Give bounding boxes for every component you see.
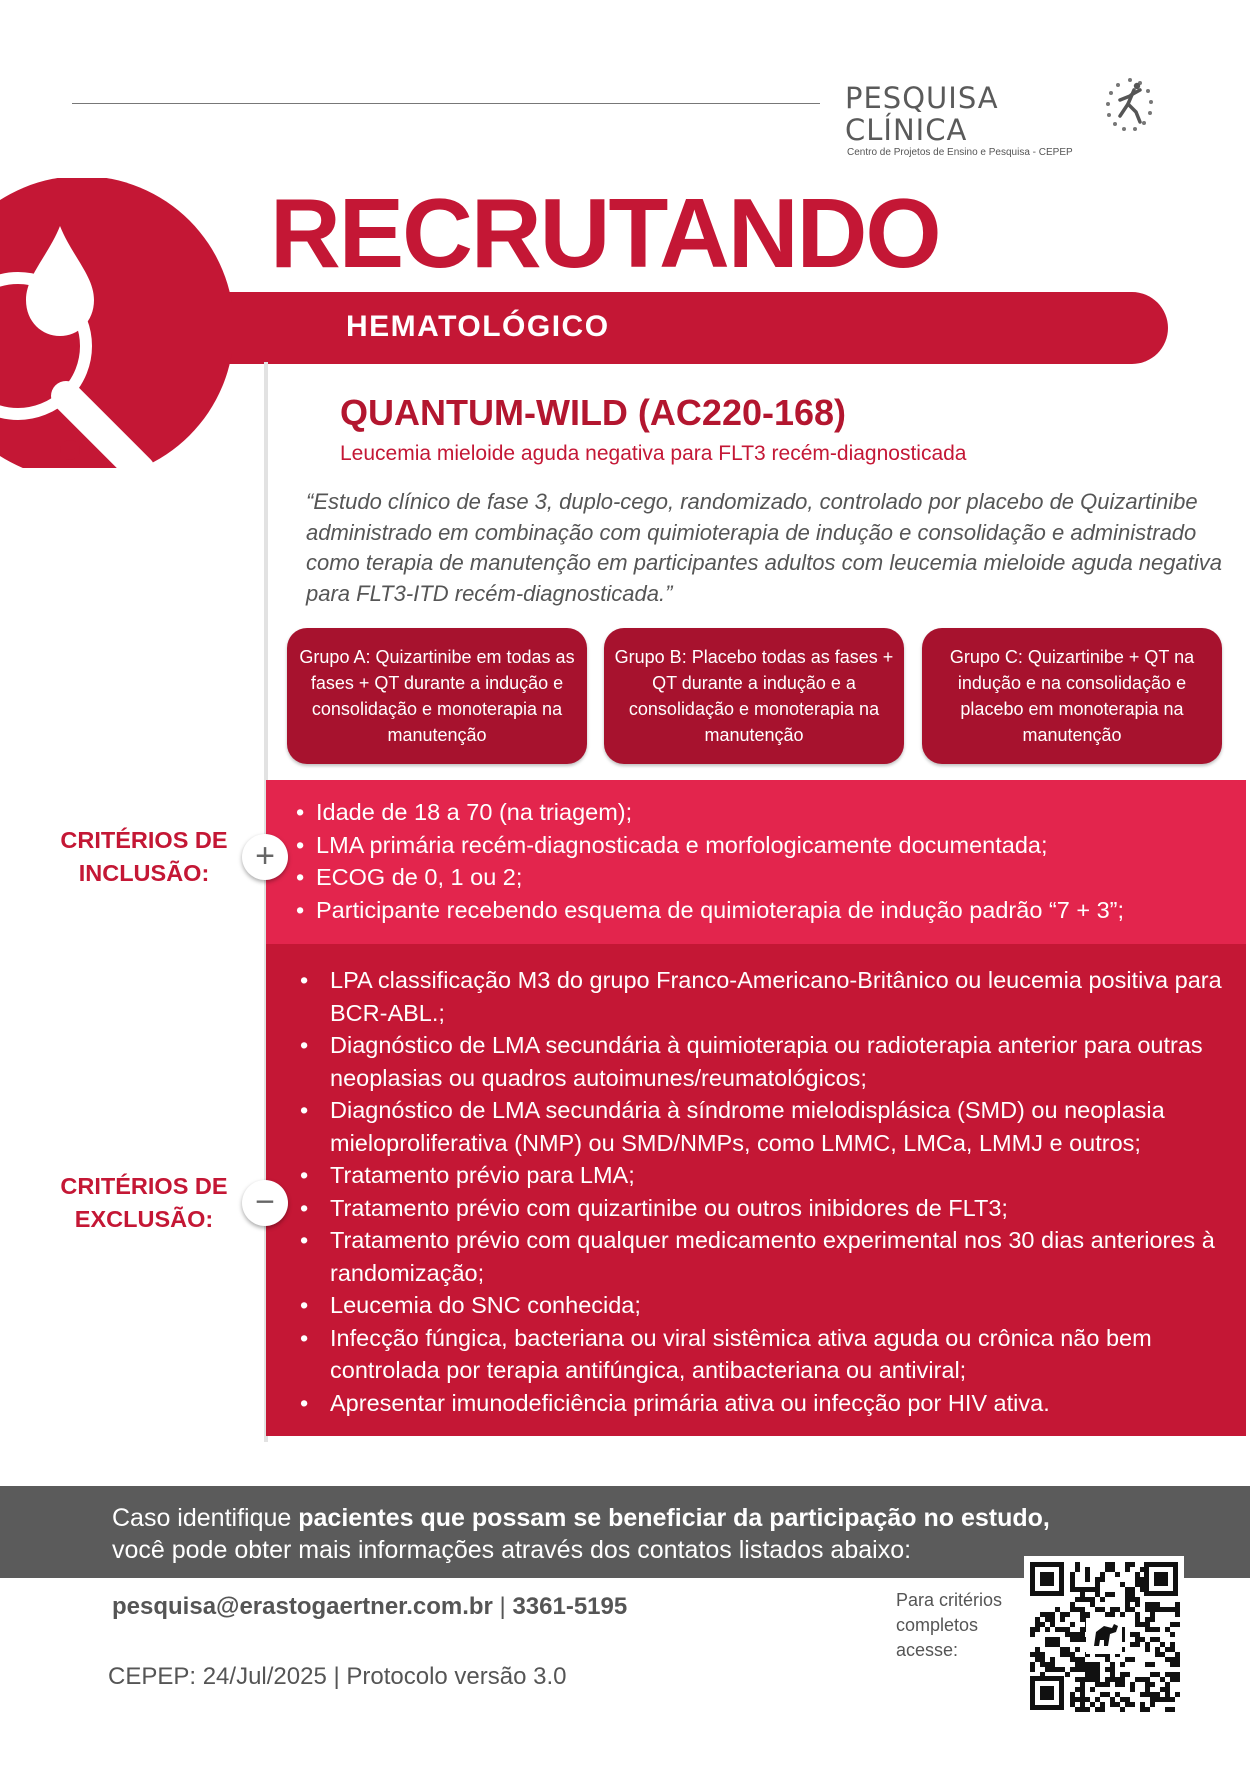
minus-icon: − — [242, 1180, 288, 1226]
category-label: HEMATOLÓGICO — [346, 310, 610, 343]
study-subtitle: Leucemia mieloide aguda negativa para FLT3 recém-diagnosticada — [340, 442, 967, 465]
list-item: • ECOG de 0, 1 ou 2; — [292, 861, 1242, 894]
list-item: • Leucemia do SNC conhecida; — [292, 1289, 1242, 1322]
runner-logo-icon — [1104, 76, 1156, 134]
qr-label: Para critérios completos acesse: — [896, 1590, 1003, 1660]
list-item: • Diagnóstico de LMA secundária à quimioterapia ou radioterapia anterior para outras neoplasias ou quadros autoimunes/reumatológicos; — [292, 1029, 1242, 1094]
cta-text: Caso identifique — [112, 1504, 299, 1532]
brand — [845, 82, 1105, 160]
group-b-card: Grupo B: Placebo todas as fases + QT durante a indução e a consolidação e monoterapia na manutenção — [604, 628, 904, 764]
list-item: • Tratamento prévio com qualquer medicamento experimental nos 30 dias anteriores à randomização; — [292, 1224, 1242, 1289]
inclusion-label: CRITÉRIOS DE INCLUSÃO: — [60, 827, 228, 886]
study-description: “Estudo clínico de fase 3, duplo-cego, randomizado, controlado por placebo de Quizartinibe administrado em combinação com quimioterapia de indução e consolidação e administrado como terapia de manutenção em participantes adultos com leucemia mieloide aguda negativa para FLT3-ITD recém-diagnosticada.” — [306, 489, 1222, 606]
category-band — [160, 292, 1168, 364]
cta-bold-text: pacientes que possam se beneficiar da participação no estudo, — [298, 1504, 1050, 1532]
email-link[interactable]: pesquisa@erastogaertner.com.br — [112, 1593, 493, 1620]
phone-number[interactable]: 3361-5195 — [512, 1593, 628, 1620]
recruiting-title: RECRUTANDO — [270, 178, 940, 288]
plus-icon: + — [242, 834, 288, 880]
brand-subtitle: Centro de Projetos de Ensino e Pesquisa - CEPEP — [847, 147, 1073, 158]
exclusion-label: CRITÉRIOS DE EXCLUSÃO: — [60, 1173, 228, 1232]
list-item: • Apresentar imunodeficiência primária ativa ou infecção por HIV ativa. — [292, 1387, 1242, 1420]
exclusion-list — [292, 964, 1242, 1419]
list-item: • Participante recebendo esquema de quimioterapia de indução padrão “7 + 3”; — [292, 894, 1242, 927]
contact-banner-text — [112, 1502, 1112, 1566]
list-item: • Diagnóstico de LMA secundária à síndrome mielodisplásica (SMD) ou neoplasia mieloproliferativa (NMP) ou SMD/NMPs, como LMMC, LMCa, LMMJ e outros; — [292, 1094, 1242, 1159]
group-c-card: Grupo C: Quizartinibe + QT na indução e na consolidação e placebo em monoterapia na manutenção — [922, 628, 1222, 764]
magnifier-blood-drop-icon — [0, 178, 232, 468]
inclusion-list — [292, 796, 1242, 926]
list-item: • LPA classificação M3 do grupo Franco-Americano-Britânico ou leucemia positiva para BCR-ABL.; — [292, 964, 1242, 1029]
group-a-card: Grupo A: Quizartinibe em todas as fases + QT durante a indução e consolidação e monoterapia na manutenção — [287, 628, 587, 764]
header-divider — [72, 103, 820, 104]
list-item: • Idade de 18 a 70 (na triagem); — [292, 796, 1242, 829]
list-item: • Infecção fúngica, bacteriana ou viral sistêmica ativa aguda ou crônica não bem controlada por terapia antifúngica, antibacteriana ou antiviral; — [292, 1322, 1242, 1387]
list-item: • LMA primária recém-diagnosticada e morfologicamente documentada; — [292, 829, 1242, 862]
cta-text-line2: você pode obter mais informações através dos contatos listados abaixo: — [112, 1536, 912, 1564]
qr-code-icon[interactable] — [1024, 1556, 1184, 1716]
brand-title: PESQUISA CLÍNICA — [845, 81, 999, 147]
protocol-version: CEPEP: 24/Jul/2025 | Protocolo versão 3.0 — [108, 1663, 567, 1690]
list-item: • Tratamento prévio para LMA; — [292, 1159, 1242, 1192]
separator: | — [492, 1593, 513, 1620]
list-item: • Tratamento prévio com quizartinibe ou outros inibidores de FLT3; — [292, 1192, 1242, 1225]
study-title: QUANTUM-WILD (AC220-168) — [340, 392, 847, 433]
contact-line — [112, 1593, 627, 1621]
